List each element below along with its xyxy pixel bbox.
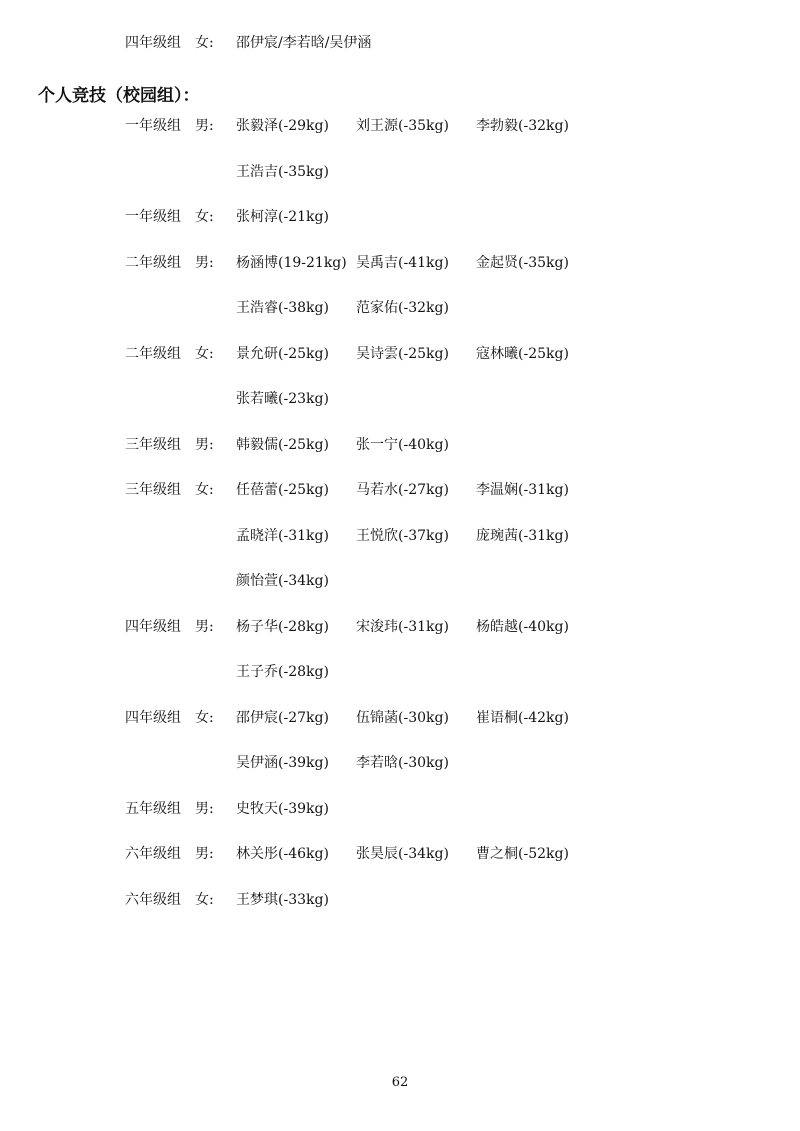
athlete-entry: 曹之桐(-52kg) <box>476 846 569 862</box>
athlete-entry: 崔语桐(-42kg) <box>476 709 569 726</box>
athlete-entry: 范家佑(-32kg) <box>356 300 449 316</box>
athlete-entry: 杨皓越(-40kg) <box>476 618 569 635</box>
athlete-entry: 史牧天(-39kg) <box>236 800 329 817</box>
athlete-entry: 庞琬茜(-31kg) <box>476 527 569 544</box>
group-label: 一年级组 男: <box>125 118 214 134</box>
group-label: 六年级组 女: <box>125 891 214 908</box>
names: 邵伊宸/李若晗/吴伊涵 <box>236 35 372 51</box>
group-label: 三年级组 男: <box>125 436 214 453</box>
group-label: 二年级组 男: <box>125 254 214 271</box>
athlete-entry: 邵伊宸(-27kg) <box>236 709 329 726</box>
athlete-entry: 杨涵博(19-21kg) <box>236 254 347 271</box>
athlete-entry: 任蓓蕾(-25kg) <box>236 482 329 498</box>
athlete-entry: 宋浚玮(-31kg) <box>356 618 449 635</box>
athlete-entry: 杨子华(-28kg) <box>236 618 329 635</box>
athlete-entry: 颜怡萱(-34kg) <box>236 573 329 589</box>
athlete-entry: 张柯淳(-21kg) <box>236 209 329 225</box>
athlete-entry: 王浩睿(-38kg) <box>236 300 329 316</box>
group-label: 四年级组 男: <box>125 618 214 635</box>
athlete-entry: 张毅泽(-29kg) <box>236 118 329 134</box>
athlete-entry: 吴诗雲(-25kg) <box>356 345 449 362</box>
athlete-entry: 王子乔(-28kg) <box>236 664 329 680</box>
athlete-entry: 孟晓洋(-31kg) <box>236 527 329 544</box>
section-title: 个人竞技（校园组）： <box>38 86 200 106</box>
athlete-entry: 王浩吉(-35kg) <box>236 163 329 180</box>
athlete-entry: 李若晗(-30kg) <box>356 755 449 771</box>
athlete-entry: 张一宁(-40kg) <box>356 436 449 453</box>
athlete-entry: 刘王源(-35kg) <box>356 118 449 134</box>
athlete-entry: 李勃毅(-32kg) <box>476 118 569 134</box>
athlete-entry: 吴禹吉(-41kg) <box>356 254 449 271</box>
group-label: 一年级组 女: <box>125 209 214 225</box>
athlete-entry: 张昊辰(-34kg) <box>356 846 449 862</box>
athlete-entry: 景允研(-25kg) <box>236 345 329 362</box>
athlete-entry: 林关彤(-46kg) <box>236 846 329 862</box>
athlete-entry: 伍锦菡(-30kg) <box>356 709 449 726</box>
athlete-entry: 金起贤(-35kg) <box>476 254 569 271</box>
athlete-entry: 王悦欣(-37kg) <box>356 527 449 544</box>
group-label: 四年级组 女: <box>125 709 214 726</box>
group-label: 五年级组 男: <box>125 800 214 817</box>
group-label: 四年级组 女: <box>125 35 214 51</box>
group-label: 六年级组 男: <box>125 846 214 862</box>
athlete-entry: 张若曦(-23kg) <box>236 391 329 407</box>
athlete-entry: 吴伊涵(-39kg) <box>236 755 329 771</box>
athlete-entry: 寇林曦(-25kg) <box>476 345 569 362</box>
athlete-entry: 韩毅儒(-25kg) <box>236 436 329 453</box>
group-label: 二年级组 女: <box>125 345 214 362</box>
athlete-entry: 马若水(-27kg) <box>356 482 449 498</box>
page-number: 62 <box>391 1075 409 1090</box>
group-label: 三年级组 女: <box>125 482 214 498</box>
athlete-entry: 李温娴(-31kg) <box>476 482 569 498</box>
athlete-entry: 王梦琪(-33kg) <box>236 891 329 908</box>
